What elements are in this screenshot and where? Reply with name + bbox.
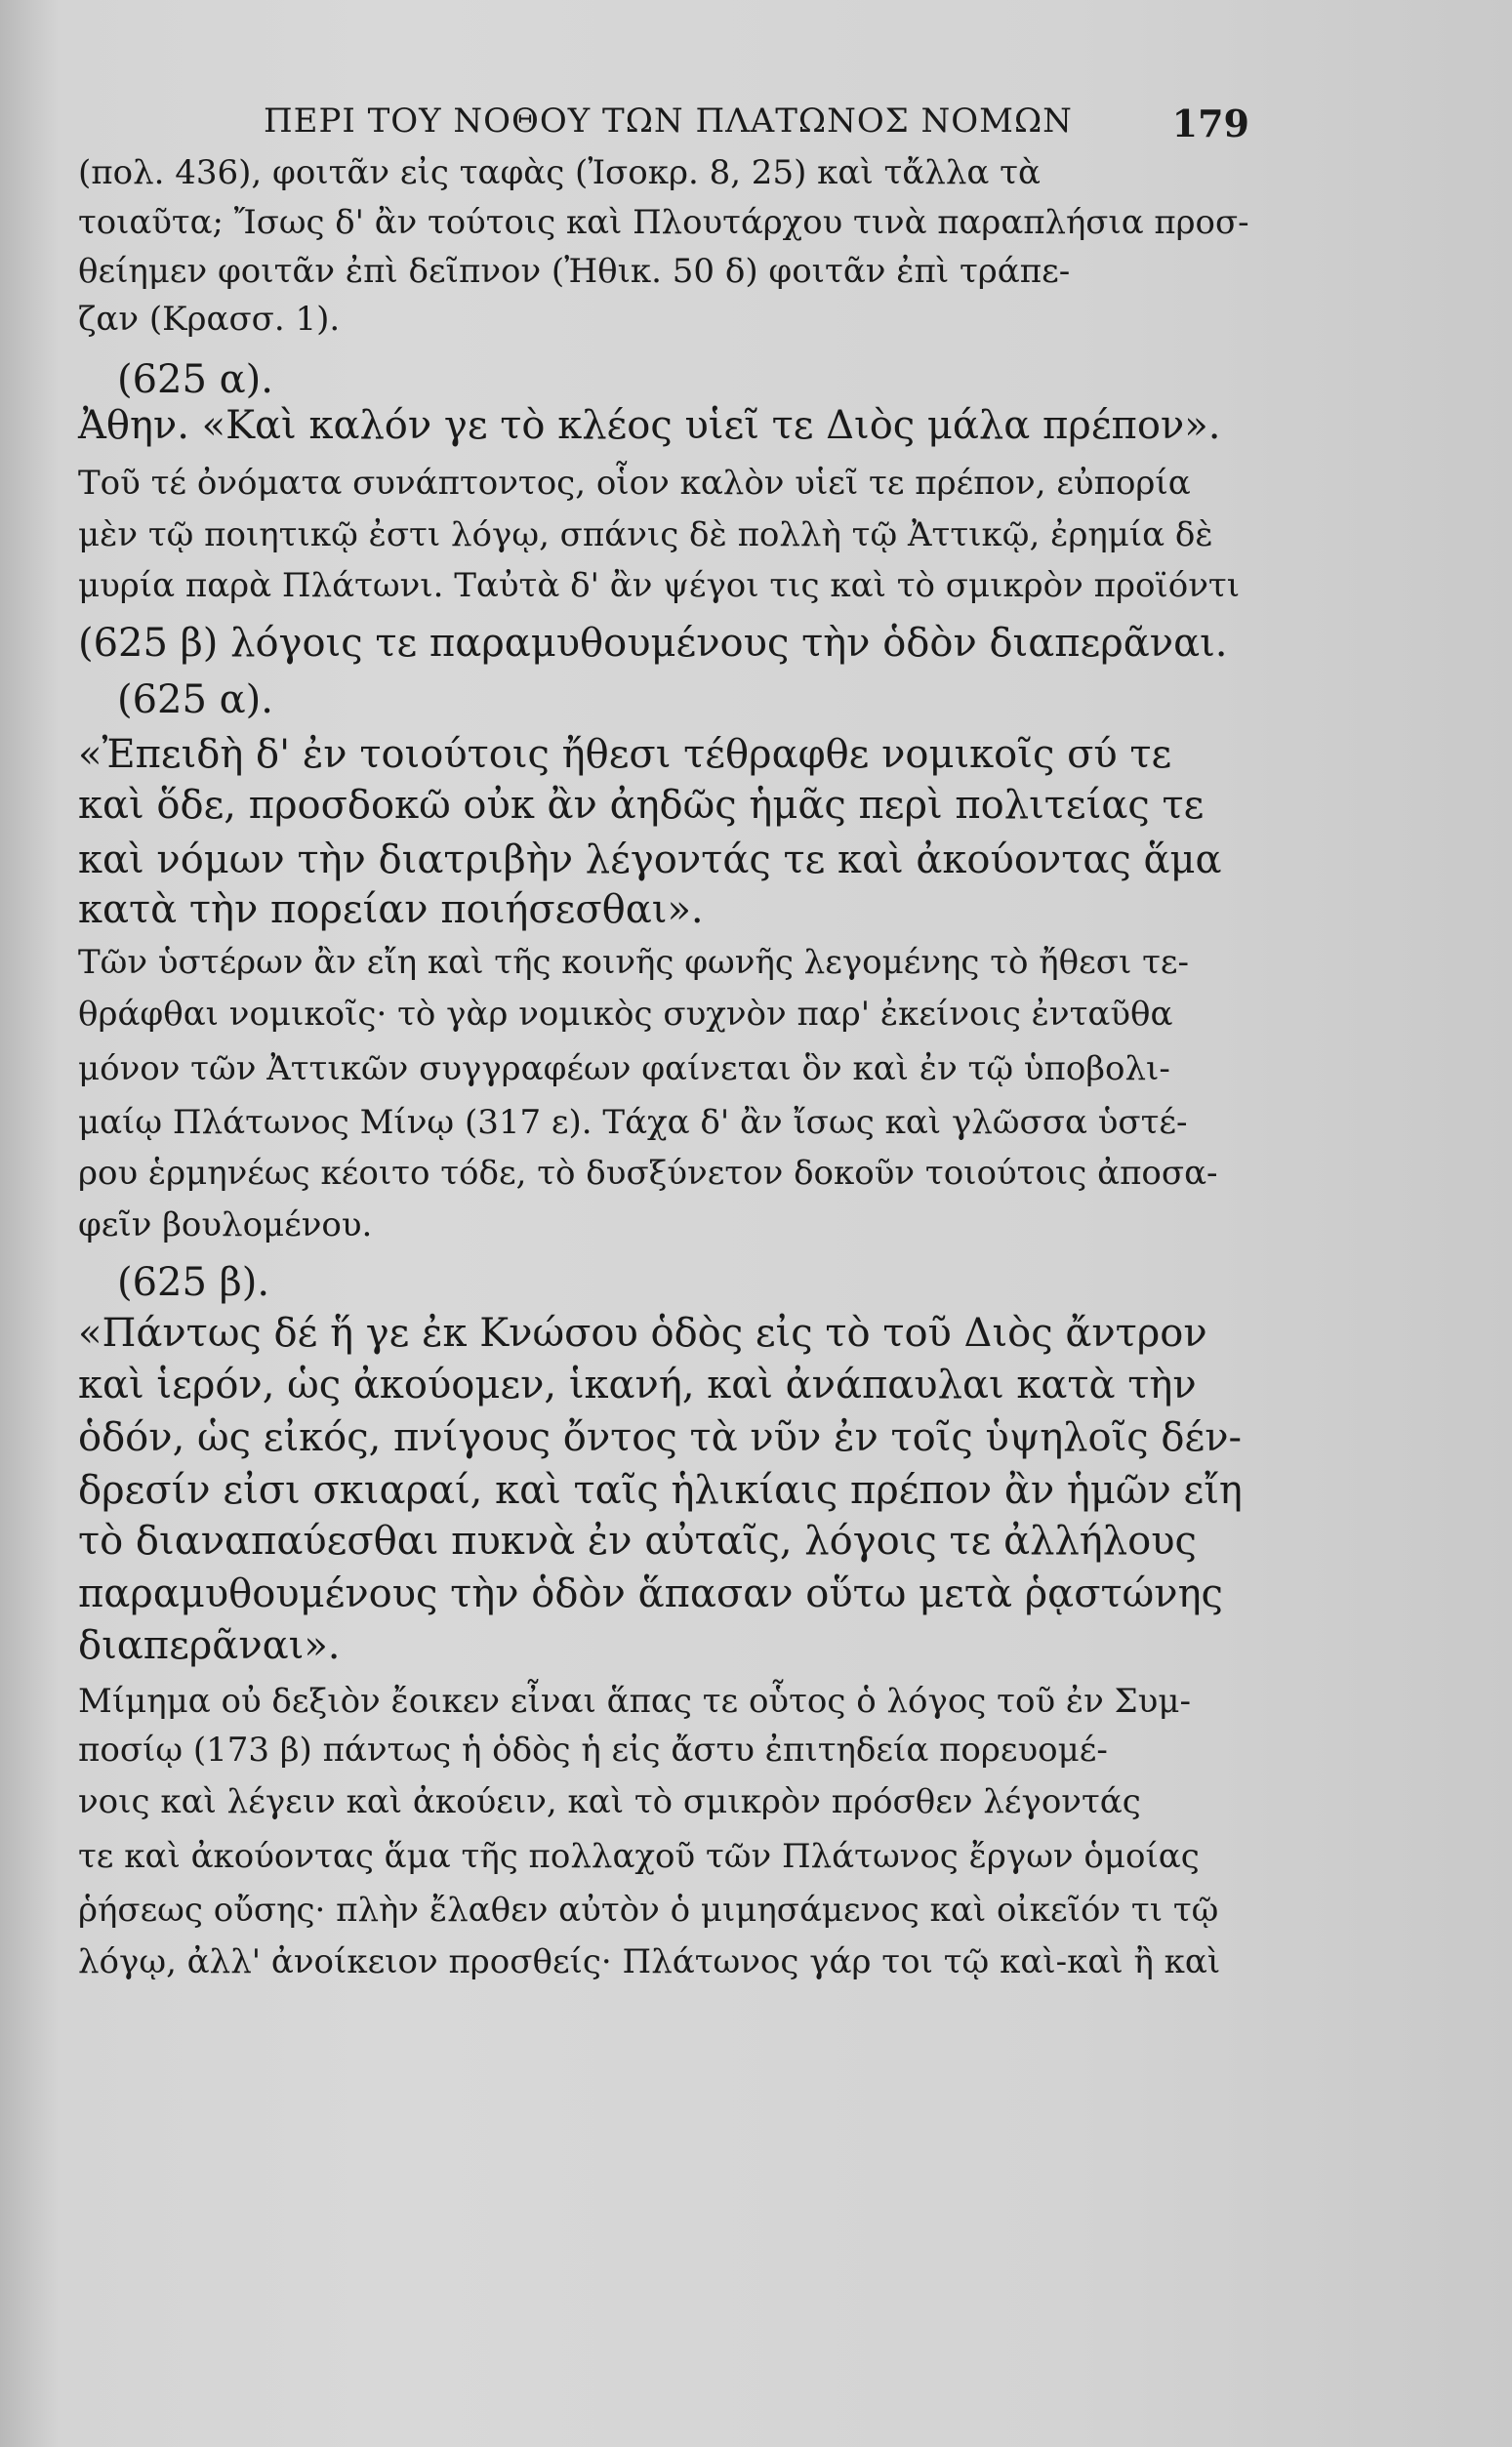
text-line: «Ἐπειδὴ δ' ἐν τοιούτοις ἤθεσι τέθραφθε νομικοῖς σύ τε (78, 732, 1172, 777)
text-line: καὶ ἱερόν, ὡς ἀκούομεν, ἱκανή, καὶ ἀνάπαυλαι κατὰ τὴν (78, 1363, 1197, 1407)
text-line: ποσίῳ (173 β) πάντως ἡ ὁδὸς ἡ εἰς ἄστυ ἐπιτηδεία πορευομέ- (78, 1731, 1108, 1770)
text-line: καὶ ὅδε, προσδοκῶ οὐκ ἂν ἀηδῶς ἡμᾶς περὶ πολιτείας τε (78, 783, 1205, 828)
text-line: διαπερᾶναι». (78, 1623, 341, 1668)
text-line: ὁδόν, ὡς εἰκός, πνίγους ὄντος τὰ νῦν ἐν τοῖς ὑψηλοῖς δέν- (78, 1415, 1243, 1460)
text-line: παραμυθουμένους τὴν ὁδὸν ἅπασαν οὕτω μετὰ ῥᾳστώνης (78, 1571, 1223, 1616)
text-line: νοις καὶ λέγειν καὶ ἀκούειν, καὶ τὸ σμικρὸν πρόσθεν λέγοντάς (78, 1782, 1141, 1821)
text-line: (πολ. 436), φοιτᾶν εἰς ταφὰς (Ἰσοκρ. 8, 25) καὶ τἄλλα τὰ (78, 153, 1041, 192)
text-line: μυρία παρὰ Πλάτωνι. Ταὐτὰ δ' ἂν ψέγοι τις καὶ τὸ σμικρὸν προϊόντι (78, 566, 1241, 605)
text-line: λόγῳ, ἀλλ' ἀνοίκειον προσθείς· Πλάτωνος γάρ τοι τῷ καὶ-καὶ ἢ καὶ (78, 1942, 1221, 1981)
text-line: τὸ διαναπαύεσθαι πυκνὰ ἐν αὐταῖς, λόγοις τε ἀλλήλους (78, 1519, 1197, 1564)
text-line: δρεσίν εἰσι σκιαραί, καὶ ταῖς ἡλικίαις πρέπον ἂν ἡμῶν εἴη (78, 1468, 1243, 1513)
text-line: θείημεν φοιτᾶν ἐπὶ δεῖπνον (Ἠθικ. 50 δ) φοιτᾶν ἐπὶ τράπε- (78, 252, 1071, 291)
text-line: ζαν (Κρασσ. 1). (78, 300, 341, 339)
text-line: (625 α). (117, 357, 273, 402)
running-title: ΠΕΡΙ ΤΟΥ ΝΟΘΟΥ ΤΩΝ ΠΛΑΤΩΝΟΣ ΝΟΜΩΝ (264, 102, 1073, 141)
text-line: Ἀθην. «Καὶ καλόν γε τὸ κλέος υἱεῖ τε Διὸς μάλα πρέπον». (78, 403, 1221, 448)
text-line: τοιαῦτα; Ἴσως δ' ἂν τούτοις καὶ Πλουτάρχου τινὰ παραπλήσια προσ- (78, 203, 1249, 242)
text-line: μόνον τῶν Ἀττικῶν συγγραφέων φαίνεται ὃν καὶ ἐν τῷ ὑποβολι- (78, 1049, 1170, 1088)
text-line: τε καὶ ἀκούοντας ἅμα τῆς πολλαχοῦ τῶν Πλάτωνος ἔργων ὁμοίας (78, 1837, 1200, 1876)
text-line: Τοῦ τέ ὀνόματα συνάπτοντος, οἷον καλὸν υἱεῖ τε πρέπον, εὐπορία (78, 464, 1191, 503)
text-line: «Πάντως δέ ἥ γε ἐκ Κνώσου ὁδὸς εἰς τὸ τοῦ Διὸς ἄντρον (78, 1311, 1207, 1356)
text-line: ῥήσεως οὔσης· πλὴν ἔλαθεν αὐτὸν ὁ μιμησάμενος καὶ οἰκεῖόν τι τῷ (78, 1891, 1219, 1930)
page-number: 179 (1171, 102, 1249, 145)
text-line: (625 α). (117, 677, 273, 722)
text-line: μαίῳ Πλάτωνος Μίνῳ (317 ε). Τάχα δ' ἂν ἴσως καὶ γλῶσσα ὑστέ- (78, 1103, 1188, 1142)
text-line: (625 β) λόγοις τε παραμυθουμένους τὴν ὁδὸν διαπερᾶναι. (78, 621, 1228, 666)
text-line: μὲν τῷ ποιητικῷ ἐστι λόγῳ, σπάνις δὲ πολλὴ τῷ Ἀττικῷ, ἐρημία δὲ (78, 515, 1213, 554)
page-header (264, 102, 1249, 150)
text-line: (625 β). (117, 1260, 270, 1305)
text-line: Τῶν ὑστέρων ἂν εἴη καὶ τῆς κοινῆς φωνῆς λεγομένης τὸ ἤθεσι τε- (78, 943, 1190, 982)
text-line: φεῖν βουλομένου. (78, 1205, 373, 1244)
text-line: Μίμημα οὐ δεξιὸν ἔοικεν εἶναι ἅπας τε οὗτος ὁ λόγος τοῦ ἐν Συμ- (78, 1682, 1191, 1721)
text-line: ρου ἑρμηνέως κέοιτο τόδε, τὸ δυσξύνετον δοκοῦν τοιούτοις ἀποσα- (78, 1154, 1218, 1193)
text-line: κατὰ τὴν πορείαν ποιήσεσθαι». (78, 887, 704, 932)
text-line: καὶ νόμων τὴν διατριβὴν λέγοντάς τε καὶ ἀκούοντας ἅμα (78, 837, 1222, 882)
text-line: θράφθαι νομικοῖς· τὸ γὰρ νομικὸς συχνὸν παρ' ἐκείνοις ἐνταῦθα (78, 995, 1173, 1034)
